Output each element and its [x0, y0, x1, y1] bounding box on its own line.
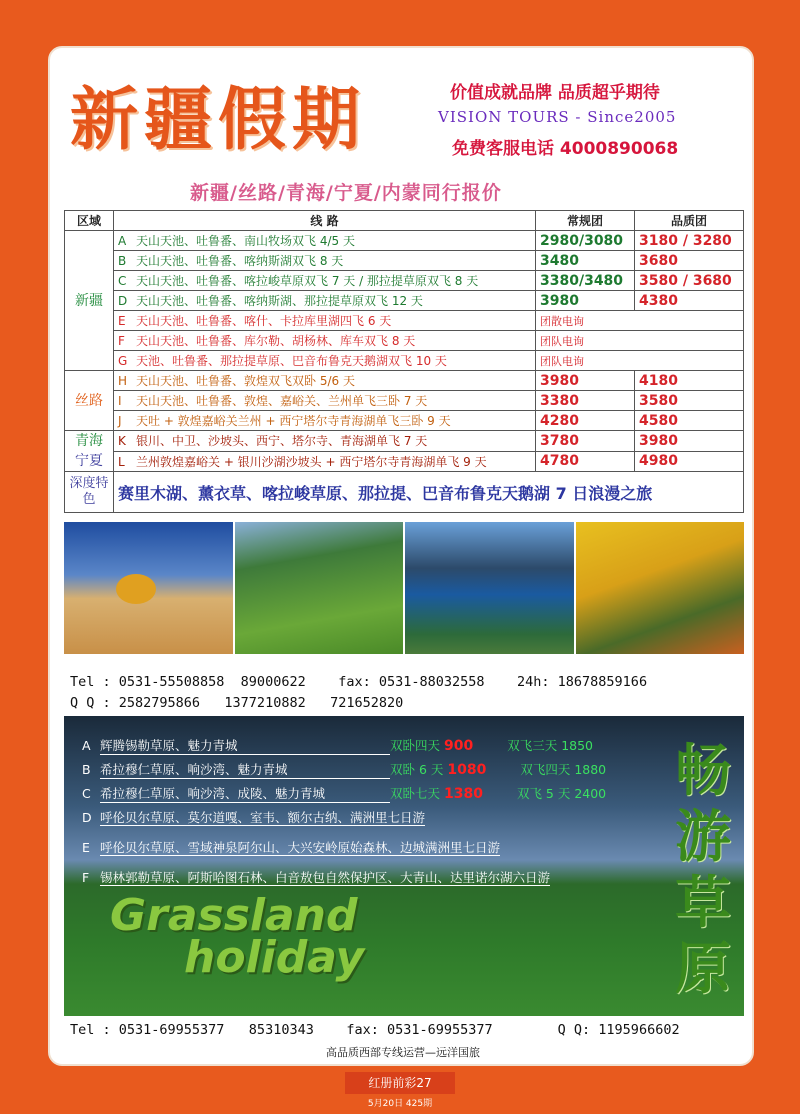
- row-alt: 双飞三天 1850: [507, 738, 594, 753]
- quality-price: 3680: [635, 251, 744, 271]
- route-code: A: [118, 234, 127, 248]
- table-header-row: [65, 211, 744, 231]
- region-qinghai: 青海: [75, 433, 103, 449]
- route-text: 天山天池、吐鲁番、敦煌双飞双卧 5/6 天: [136, 374, 355, 388]
- table-row: [65, 291, 744, 311]
- quality-price: 3980: [635, 431, 744, 452]
- desert-tree-photo: [64, 522, 233, 654]
- inquiry-note: 团队电询: [536, 351, 744, 371]
- quality-price: 4980: [635, 451, 744, 472]
- route-cell: [114, 251, 536, 271]
- route-code: I: [118, 394, 122, 408]
- row-route: 希拉穆仁草原、响沙湾、魅力青城: [100, 760, 390, 779]
- route-cell: [114, 291, 536, 311]
- quality-price: 4180: [635, 371, 744, 391]
- heavenly-lake-photo: [405, 522, 574, 654]
- table-row: [65, 331, 744, 351]
- table-row: [65, 251, 744, 271]
- regular-price: 3380: [536, 391, 635, 411]
- table-row-deep: [65, 472, 744, 513]
- holiday-word: holiday: [184, 932, 365, 983]
- route-code: H: [118, 374, 128, 388]
- region-ningxia: 宁夏: [75, 453, 103, 469]
- inquiry-note: 团队电询: [536, 331, 744, 351]
- grassland-section: [64, 716, 744, 1016]
- route-text: 天山天池、吐鲁番、库尔勒、胡杨林、库车双飞 8 天: [136, 334, 416, 348]
- grassland-row: [82, 784, 606, 803]
- row-code: E: [82, 840, 90, 855]
- route-code: F: [118, 334, 125, 348]
- region-qinghai-ningxia: [65, 431, 114, 472]
- quality-price: 4580: [635, 411, 744, 431]
- contact-qq-line: Q Q : 2582795866 1377210882 721652820: [70, 695, 404, 711]
- table-row: [65, 451, 744, 472]
- regular-price: 3480: [536, 251, 635, 271]
- route-cell: [114, 411, 536, 431]
- row-route: 呼伦贝尔草原、雪域神泉阿尔山、大兴安岭原始森林、边城满洲里七日游: [100, 840, 501, 855]
- issue-tag: 5月20日 425期: [367, 1099, 433, 1109]
- route-code: G: [118, 354, 128, 368]
- price-table: [64, 210, 744, 513]
- route-text: 兰州敦煌嘉峪关 + 银川沙湖沙坡头 + 西宁塔尔寺青海湖单飞 9 天: [136, 454, 487, 469]
- route-text: 天山天池、吐鲁番、喀什、卡拉库里湖四飞 6 天: [136, 314, 392, 328]
- quality-price: 3580 / 3680: [635, 271, 744, 291]
- operator-line: 高品质西部专线运营—远洋国旅: [326, 1046, 480, 1059]
- row-route: 希拉穆仁草原、响沙湾、成陵、魅力青城: [100, 784, 390, 803]
- route-text: 天山天池、吐鲁番、敦煌、嘉峪关、兰州单飞三卧 7 天: [136, 394, 428, 408]
- route-cell: [114, 391, 536, 411]
- regular-price: 3380/3480: [536, 271, 635, 291]
- contact-block-2: Tel : 0531-69955377 85310343 fax: 0531-69955377 Q Q: 1195966602: [70, 1022, 680, 1038]
- deep-tour-text: 赛里木湖、薰衣草、喀拉峻草原、那拉提、巴音布鲁克天鹅湖 7 日浪漫之旅: [114, 472, 744, 513]
- route-text: 天山天池、吐鲁番、喀拉峻草原双飞 7 天 / 那拉提草原双飞 8 天: [136, 274, 479, 288]
- route-cell: [114, 431, 536, 452]
- vertical-title: 畅游草原: [675, 738, 731, 1002]
- row-duration: 双卧 6 天: [390, 762, 444, 777]
- route-text: 天山天池、吐鲁番、南山牧场双飞 4/5 天: [136, 234, 355, 248]
- advertisement-page: [48, 46, 754, 1066]
- route-code: E: [118, 314, 126, 328]
- row-duration: 双卧七天: [390, 786, 441, 801]
- header-quality: 品质团: [635, 211, 744, 231]
- grassland-word: Grassland: [110, 890, 358, 941]
- row-code: C: [82, 786, 91, 801]
- hotline: 免费客服电话 4000890068: [452, 139, 679, 159]
- autumn-forest-photo: [576, 522, 745, 654]
- route-code: L: [118, 454, 125, 469]
- contact-tel-line: Tel : 0531-55508858 89000622 fax: 0531-88032558 24h: 18678859166: [70, 674, 648, 690]
- tree-shape: [116, 574, 156, 604]
- row-code: A: [82, 738, 91, 753]
- row-alt: 双飞 5 天 2400: [516, 786, 607, 801]
- header-region: 区域: [65, 211, 114, 231]
- route-text: 天池、吐鲁番、那拉提草原、巴音布鲁克天鹅湖双飞 10 天: [136, 354, 447, 368]
- row-code: B: [82, 762, 91, 777]
- regular-price: 2980/3080: [536, 231, 635, 251]
- regular-price: 3780: [536, 431, 635, 452]
- row-code: F: [82, 870, 90, 885]
- page-title: 新疆假期: [70, 80, 367, 160]
- route-code: D: [118, 294, 128, 308]
- green-valley-photo: [235, 522, 404, 654]
- routes-banner: 新疆/丝路/青海/宁夏/内蒙同行报价: [190, 182, 502, 204]
- row-duration: 双卧四天: [390, 738, 441, 753]
- quality-price: 4380: [635, 291, 744, 311]
- route-code: K: [118, 434, 126, 449]
- route-text: 天吐 + 敦煌嘉峪关兰州 + 西宁塔尔寺青海湖单飞三卧 9 天: [136, 414, 451, 428]
- route-text: 天山天池、吐鲁番、喀纳斯湖双飞 8 天: [136, 254, 344, 268]
- page-tag: 红册前彩27: [345, 1072, 455, 1094]
- grassland-row: [82, 760, 606, 779]
- regular-price: 3980: [536, 291, 635, 311]
- row-alt: 双飞四天 1880: [520, 762, 607, 777]
- grassland-row: [82, 868, 550, 886]
- table-row: [65, 371, 744, 391]
- route-code: J: [118, 414, 122, 428]
- regular-price: 4280: [536, 411, 635, 431]
- grassland-row: [82, 838, 500, 856]
- region-deep: 深度特色: [65, 472, 114, 513]
- brand-name: VISION TOURS - Since2005: [438, 108, 677, 126]
- region-silu: 丝路: [65, 371, 114, 431]
- route-code: B: [118, 254, 127, 268]
- grassland-row: [82, 736, 593, 755]
- table-row: [65, 311, 744, 331]
- row-price: 900: [444, 738, 474, 754]
- route-cell: [114, 451, 536, 472]
- route-cell: [114, 231, 536, 251]
- route-text: 天山天池、吐鲁番、喀纳斯湖、那拉提草原双飞 12 天: [136, 294, 423, 308]
- quality-price: 3580: [635, 391, 744, 411]
- row-route: 辉腾锡勒草原、魅力青城: [100, 736, 390, 755]
- regular-price: 3980: [536, 371, 635, 391]
- row-price: 1380: [444, 786, 483, 802]
- inquiry-note: 团散电询: [536, 311, 744, 331]
- route-cell: [114, 271, 536, 291]
- slogan: 价值成就品牌 品质超乎期待: [450, 83, 660, 103]
- route-cell: [114, 351, 536, 371]
- row-route: 锡林郭勒草原、阿斯哈图石林、白音敖包自然保护区、大青山、达里诺尔湖六日游: [100, 870, 551, 885]
- route-cell: [114, 331, 536, 351]
- table-row: [65, 411, 744, 431]
- route-cell: [114, 371, 536, 391]
- route-text: 银川、中卫、沙坡头、西宁、塔尔寺、青海湖单飞 7 天: [136, 434, 428, 449]
- row-price: 1080: [447, 762, 487, 778]
- route-cell: [114, 311, 536, 331]
- region-xinjiang: 新疆: [65, 231, 114, 371]
- table-row: [65, 351, 744, 371]
- row-code: D: [82, 810, 92, 825]
- header-regular: 常规团: [536, 211, 635, 231]
- header-route: 线 路: [114, 211, 536, 231]
- quality-price: 3180 / 3280: [635, 231, 744, 251]
- table-row: [65, 231, 744, 251]
- table-row: [65, 431, 744, 452]
- table-row: [65, 271, 744, 291]
- photo-strip: [64, 522, 744, 654]
- grassland-row: [82, 808, 425, 826]
- contact-block-1: [70, 672, 647, 714]
- table-row: [65, 391, 744, 411]
- regular-price: 4780: [536, 451, 635, 472]
- route-code: C: [118, 274, 127, 288]
- row-route: 呼伦贝尔草原、莫尔道嘎、室韦、额尔古纳、满洲里七日游: [100, 810, 426, 825]
